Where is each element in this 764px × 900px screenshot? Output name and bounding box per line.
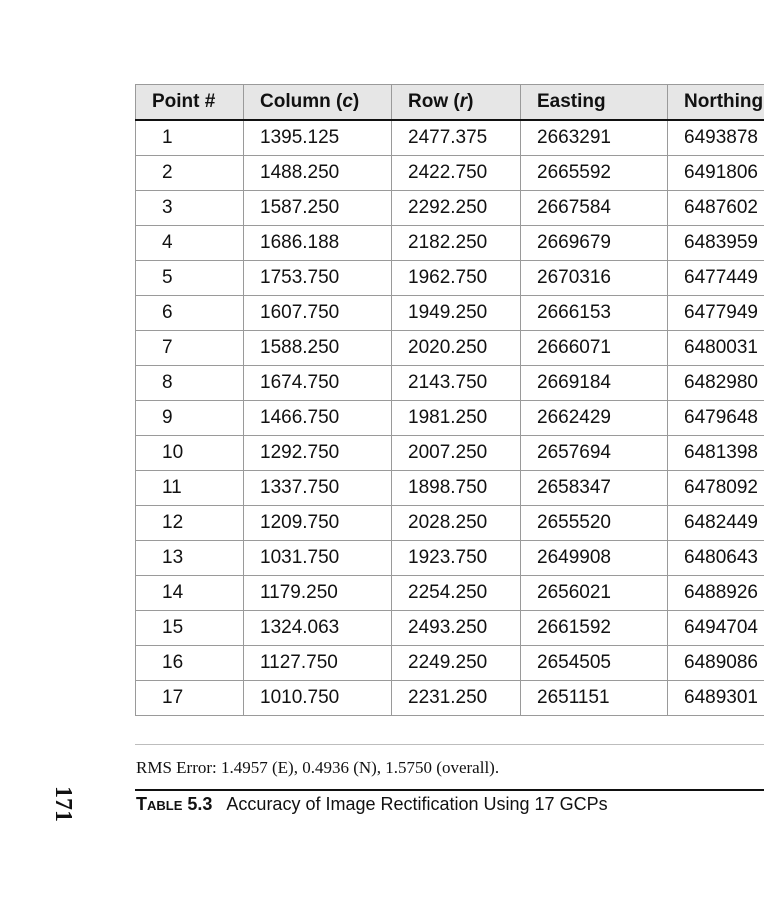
- cell-easting: 2665592: [521, 156, 668, 191]
- cell-row: 2292.250: [392, 191, 521, 226]
- cell-row: 2143.750: [392, 366, 521, 401]
- cell-point-number: 7: [136, 331, 244, 366]
- cell-row: 2020.250: [392, 331, 521, 366]
- rms-error-note: RMS Error: 1.4957 (E), 0.4936 (N), 1.5750 (overall).: [136, 758, 500, 777]
- cell-column: 1686.188: [244, 226, 392, 261]
- cell-row: 1923.750: [392, 541, 521, 576]
- cell-northing: 6482449: [668, 506, 764, 541]
- table-row: [136, 261, 764, 296]
- cell-easting: 2669184: [521, 366, 668, 401]
- cell-easting: 2656021: [521, 576, 668, 611]
- cell-column: 1031.750: [244, 541, 392, 576]
- cell-northing: 6480643: [668, 541, 764, 576]
- cell-point-number: 12: [136, 506, 244, 541]
- cell-northing: 6479648: [668, 401, 764, 436]
- cell-point-number: 2: [136, 156, 244, 191]
- header-column: Column (c): [244, 85, 392, 121]
- table-row: [136, 401, 764, 436]
- cell-northing: 6489301: [668, 681, 764, 716]
- cell-point-number: 5: [136, 261, 244, 296]
- cell-point-number: 9: [136, 401, 244, 436]
- table-row: [136, 506, 764, 541]
- cell-northing: 6488926: [668, 576, 764, 611]
- header-northing: Northing: [668, 85, 764, 121]
- cell-easting: 2651151: [521, 681, 668, 716]
- table-row: [136, 681, 764, 716]
- cell-point-number: 17: [136, 681, 244, 716]
- cell-column: 1607.750: [244, 296, 392, 331]
- cell-point-number: 13: [136, 541, 244, 576]
- cell-northing: 6491806: [668, 156, 764, 191]
- table-row: [136, 576, 764, 611]
- table-bottom-rule: [135, 744, 764, 745]
- cell-northing: 6482980: [668, 366, 764, 401]
- cell-row: 2254.250: [392, 576, 521, 611]
- cell-column: 1179.250: [244, 576, 392, 611]
- caption-label: Table 5.3: [136, 794, 213, 814]
- table-row: [136, 156, 764, 191]
- cell-column: 1674.750: [244, 366, 392, 401]
- cell-row: 2182.250: [392, 226, 521, 261]
- cell-column: 1010.750: [244, 681, 392, 716]
- cell-column: 1588.250: [244, 331, 392, 366]
- cell-northing: 6493878: [668, 120, 764, 156]
- cell-northing: 6480031: [668, 331, 764, 366]
- table-header-row: [136, 85, 764, 121]
- gcp-accuracy-table: [135, 84, 764, 716]
- gcp-table-container: [135, 84, 764, 716]
- cell-column: 1395.125: [244, 120, 392, 156]
- caption-rule: [135, 789, 764, 791]
- cell-point-number: 11: [136, 471, 244, 506]
- cell-easting: 2658347: [521, 471, 668, 506]
- cell-easting: 2670316: [521, 261, 668, 296]
- cell-column: 1292.750: [244, 436, 392, 471]
- cell-northing: 6494704: [668, 611, 764, 646]
- cell-row: 2249.250: [392, 646, 521, 681]
- cell-point-number: 1: [136, 120, 244, 156]
- cell-point-number: 4: [136, 226, 244, 261]
- cell-row: 1949.250: [392, 296, 521, 331]
- cell-row: 1981.250: [392, 401, 521, 436]
- header-row: Row (r): [392, 85, 521, 121]
- cell-easting: 2662429: [521, 401, 668, 436]
- cell-northing: 6487602: [668, 191, 764, 226]
- cell-column: 1209.750: [244, 506, 392, 541]
- cell-point-number: 10: [136, 436, 244, 471]
- table-row: [136, 436, 764, 471]
- table-row: [136, 541, 764, 576]
- cell-point-number: 14: [136, 576, 244, 611]
- table-row: [136, 191, 764, 226]
- cell-row: 2422.750: [392, 156, 521, 191]
- cell-northing: 6477449: [668, 261, 764, 296]
- cell-row: 2493.250: [392, 611, 521, 646]
- cell-point-number: 15: [136, 611, 244, 646]
- cell-northing: 6478092: [668, 471, 764, 506]
- caption-text: Accuracy of Image Rectification Using 17 GCPs: [226, 794, 608, 814]
- header-easting: Easting: [521, 85, 668, 121]
- cell-column: 1127.750: [244, 646, 392, 681]
- cell-northing: 6483959: [668, 226, 764, 261]
- cell-easting: 2663291: [521, 120, 668, 156]
- cell-easting: 2661592: [521, 611, 668, 646]
- table-row: [136, 226, 764, 261]
- cell-row: 2028.250: [392, 506, 521, 541]
- cell-row: 2007.250: [392, 436, 521, 471]
- cell-easting: 2666153: [521, 296, 668, 331]
- cell-northing: 6477949: [668, 296, 764, 331]
- table-row: [136, 471, 764, 506]
- cell-column: 1587.250: [244, 191, 392, 226]
- cell-easting: 2667584: [521, 191, 668, 226]
- cell-easting: 2666071: [521, 331, 668, 366]
- cell-column: 1324.063: [244, 611, 392, 646]
- cell-point-number: 8: [136, 366, 244, 401]
- cell-row: 1962.750: [392, 261, 521, 296]
- cell-easting: 2649908: [521, 541, 668, 576]
- cell-point-number: 6: [136, 296, 244, 331]
- header-point-number: Point #: [136, 85, 244, 121]
- table-caption: [136, 794, 608, 815]
- cell-easting: 2657694: [521, 436, 668, 471]
- cell-row: 2477.375: [392, 120, 521, 156]
- table-row: [136, 120, 764, 156]
- cell-easting: 2655520: [521, 506, 668, 541]
- page-number: 171: [50, 786, 76, 822]
- cell-row: 2231.250: [392, 681, 521, 716]
- table-row: [136, 296, 764, 331]
- cell-easting: 2669679: [521, 226, 668, 261]
- table-row: [136, 331, 764, 366]
- cell-column: 1753.750: [244, 261, 392, 296]
- cell-row: 1898.750: [392, 471, 521, 506]
- cell-easting: 2654505: [521, 646, 668, 681]
- table-row: [136, 646, 764, 681]
- cell-northing: 6489086: [668, 646, 764, 681]
- cell-northing: 6481398: [668, 436, 764, 471]
- cell-column: 1466.750: [244, 401, 392, 436]
- cell-point-number: 16: [136, 646, 244, 681]
- cell-point-number: 3: [136, 191, 244, 226]
- cell-column: 1488.250: [244, 156, 392, 191]
- cell-column: 1337.750: [244, 471, 392, 506]
- table-row: [136, 366, 764, 401]
- table-body: [136, 120, 764, 716]
- table-row: [136, 611, 764, 646]
